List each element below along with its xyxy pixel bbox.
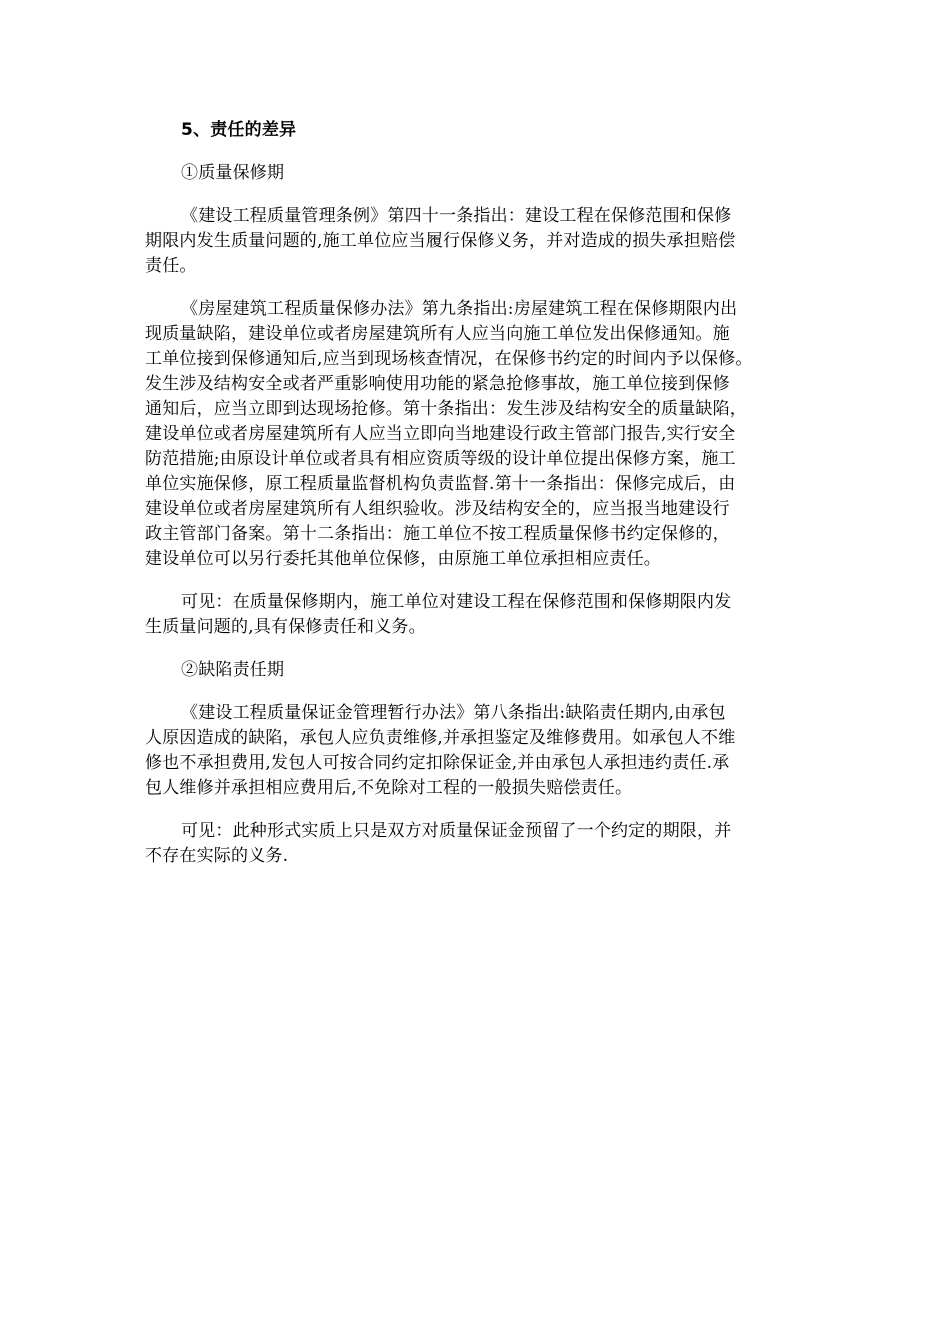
section-heading: 5、责任的差异 <box>181 120 297 140</box>
subsection-heading-warranty-period: ①质量保修期 <box>181 163 285 183</box>
paragraph-deposit-article-8: 《建设工程质量保证金管理暂行办法》第八条指出:缺陷责任期内,由承包 人原因造成的缺陷，承包人应负责维修,并承担鉴定及维修费用。如承包人不维 修也不承担费用,发包人可按合同约定扣除保证金,并由承包人承担违约责任.承 包人维修并承担相应费用后,不免除对工程的一般损失赔偿责任。 <box>145 703 736 798</box>
subsection-heading-defect-liability-period: ②缺陷责任期 <box>181 660 285 680</box>
paragraph-housing-warranty-measures: 《房屋建筑工程质量保修办法》第九条指出:房屋建筑工程在保修期限内出 现质量缺陷，建设单位或者房屋建筑所有人应当向施工单位发出保修通知。施 工单位接到保修通知后,应当到现场核查情况，在保修书约定的时间内予以保修。 发生涉及结构安全或者严重影响使用功能的紧急抢修事故，施工单位接到保修 通知后，应当立即到达现场抢修。第十条指出：发生涉及结构安全的质量缺陷， 建设单位或者房屋建筑所有人应当立即向当地建设行政主管部门报告,实行安全 防范措施;由原设计单位或者具有相应资质等级的设计单位提出保修方案，施工 单位实施保修，原工程质量监督机构负责监督.第十一条指出：保修完成后，由 建设单位或者房屋建筑所有人组织验收。涉及结构安全的，应当报当地建设行 政主管部门备案。第十二条指出：施工单位不按工程质量保修书约定保修的， 建设单位可以另行委托其他单位保修，由原施工单位承担相应责任。 <box>145 299 753 569</box>
paragraph-defect-conclusion: 可见：此种形式实质上只是双方对质量保证金预留了一个约定的期限，并 不存在实际的义务. <box>145 821 732 866</box>
document-page <box>145 118 817 887</box>
paragraph-regulation-article-41: 《建设工程质量管理条例》第四十一条指出：建设工程在保修范围和保修 期限内发生质量问题的,施工单位应当履行保修义务，并对造成的损失承担赔偿 责任。 <box>145 206 736 276</box>
paragraph-warranty-conclusion: 可见：在质量保修期内，施工单位对建设工程在保修范围和保修期限内发 生质量问题的,具有保修责任和义务。 <box>145 592 732 637</box>
